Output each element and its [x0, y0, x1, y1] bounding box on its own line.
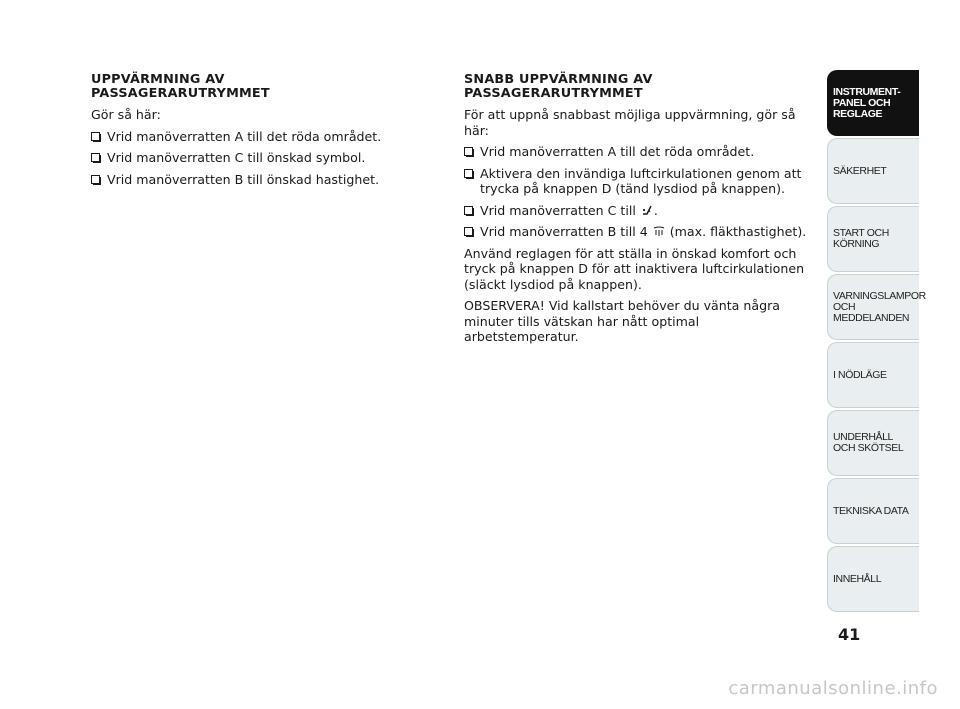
fan-speed-icon	[653, 225, 665, 237]
tab-varningslampor[interactable]	[827, 274, 926, 340]
tab-label: INNEHÅLL	[833, 572, 882, 585]
tab-start-och-korning[interactable]	[827, 206, 919, 272]
left-bullet-3-text: Vrid manöverratten B till önskad hastighet.	[107, 171, 380, 187]
left-bullet-3	[91, 172, 411, 188]
right-bullet-4-text: Vrid manöverratten B till 4	[480, 224, 648, 239]
right-intro: För att uppnå snabbast möjliga uppvärmning, gör så här:	[464, 107, 796, 138]
right-paragraph-1: Använd reglagen för att ställa in önskad komfort och tryck på knappen D för att inaktivera luftcirkulationen (släckt lysdiod på knappen).	[464, 245, 805, 292]
tab-i-nodlage[interactable]	[827, 342, 919, 408]
checkbox-icon	[464, 147, 474, 157]
left-bullet-1	[91, 129, 411, 145]
tab-label: VARNINGSLAMPOR OCH MEDDELANDEN	[833, 289, 926, 324]
left-bullet-1-text: Vrid manöverratten A till det röda området.	[107, 128, 382, 144]
tab-innehall[interactable]	[827, 546, 919, 612]
tab-tekniska-data[interactable]	[827, 478, 919, 544]
right-bullet-3	[464, 203, 814, 219]
tab-label: UNDERHÅLL OCH SKÖTSEL	[833, 431, 904, 454]
right-paragraph-2: OBSERVERA! Vid kallstart behöver du vänta några minuter tills vätskan har nått optimal arbetstemperatur.	[464, 298, 780, 344]
left-bullet-2	[91, 150, 411, 166]
right-column	[464, 73, 814, 351]
right-bullet-3-end: .	[653, 202, 658, 218]
right-bullet-4-end: (max. fläkthastighet).	[669, 224, 807, 239]
checkbox-icon	[91, 175, 101, 185]
checkbox-icon	[464, 206, 474, 216]
right-heading: SNABB UPPVÄRMNING AV PASSAGERARUTRYMMET	[464, 72, 653, 101]
right-bullet-2-text: Aktivera den invändiga luftcirkulationen genom att trycka på knappen D (tänd lysdiod på knappen).	[480, 165, 802, 196]
tab-label: SÄKERHET	[833, 164, 887, 177]
checkbox-icon	[464, 169, 474, 179]
tab-label: START OCH KÖRNING	[833, 227, 889, 250]
tab-underhall[interactable]	[827, 410, 919, 476]
tab-label: I NÖDLÄGE	[833, 368, 887, 381]
page-number: 41	[838, 625, 861, 644]
right-bullet-4	[464, 224, 814, 240]
checkbox-icon	[91, 132, 101, 142]
tab-sakerhet[interactable]	[827, 138, 919, 204]
right-bullet-1	[464, 144, 814, 160]
left-intro: Gör så här:	[91, 107, 161, 122]
watermark: carmanualsonline.info	[728, 678, 938, 699]
checkbox-icon	[91, 153, 101, 163]
tab-instrumentpanel[interactable]	[827, 70, 919, 136]
left-bullet-2-text: Vrid manöverratten C till önskad symbol.	[107, 150, 366, 165]
right-bullet-1-text: Vrid manöverratten A till det röda området.	[480, 144, 755, 159]
tab-label: TEKNISKA DATA	[833, 504, 909, 517]
checkbox-icon	[464, 227, 474, 237]
feet-airflow-icon	[641, 204, 653, 216]
right-bullet-2	[464, 166, 814, 197]
left-heading: UPPVÄRMNING AV PASSAGERARUTRYMMET	[91, 72, 270, 101]
tab-label: INSTRUMENT- PANEL OCH REGLAGE	[833, 85, 901, 120]
right-bullet-3-text: Vrid manöverratten C till	[480, 202, 636, 218]
chapter-tabs	[827, 70, 926, 614]
left-column	[91, 73, 411, 193]
